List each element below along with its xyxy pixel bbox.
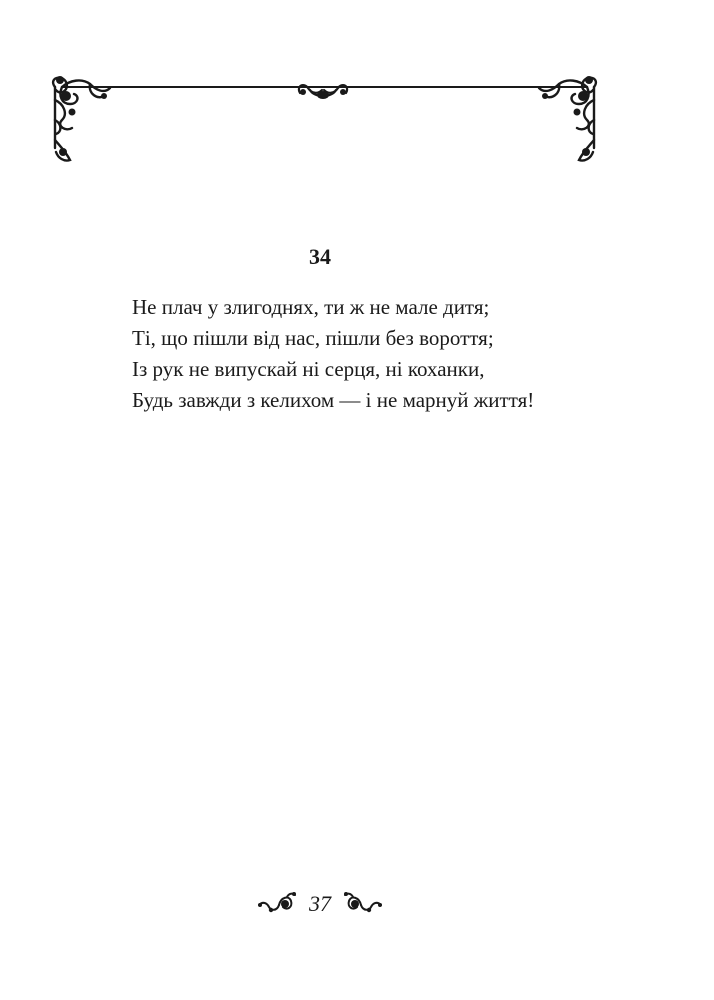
left-corner-flourish-icon — [53, 78, 110, 161]
left-folio-ornament-icon — [257, 889, 299, 919]
right-folio-ornament-icon — [341, 889, 383, 919]
center-flourish-fill — [300, 89, 346, 99]
page-number: 37 — [309, 891, 331, 916]
poem-number: 34 — [309, 244, 331, 269]
verse-line: Будь завжди з келихом — і не марнуй життя! — [132, 388, 535, 412]
page-folio — [0, 884, 640, 924]
poem-stanza — [132, 292, 652, 416]
ornamental-header-frame — [0, 0, 714, 200]
right-corner-flourish-icon — [539, 76, 596, 161]
verse-line: Не плач у злигоднях, ти ж не мале дитя; — [132, 295, 490, 319]
verse-line: Із рук не випускай ні серця, ні коханки, — [132, 357, 485, 381]
verse-line: Ті, що пішли від нас, пішли без вороття; — [132, 326, 494, 350]
